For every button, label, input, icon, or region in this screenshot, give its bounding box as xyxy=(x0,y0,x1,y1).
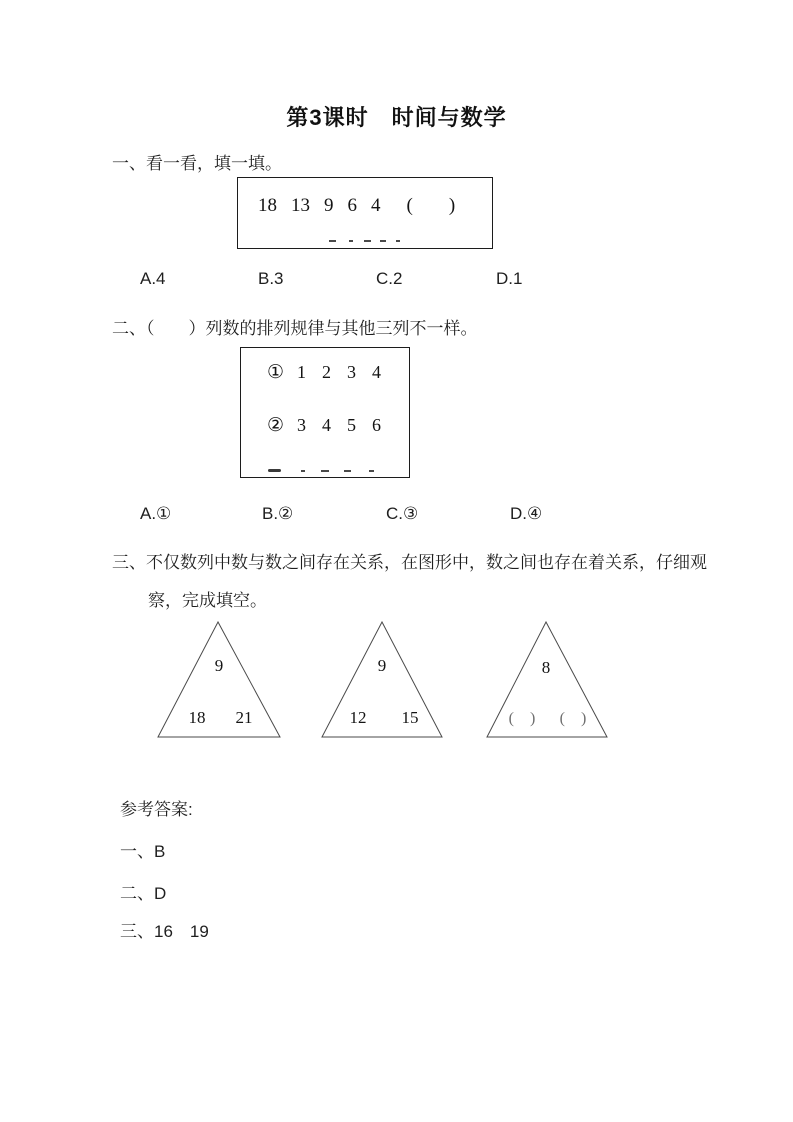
triangle-2-right: 15 xyxy=(401,708,419,727)
circled-number-2: ② xyxy=(267,415,285,436)
question3-heading-line2: 察，完成填空。 xyxy=(148,591,267,610)
blank-paren-open: ( xyxy=(406,195,413,216)
option-b: B.3 xyxy=(258,269,284,288)
blank-paren-close: ) xyxy=(448,195,456,216)
sequence-number: 4 xyxy=(371,195,381,216)
option-a: A.4 xyxy=(140,269,166,288)
sequence-number: 13 xyxy=(291,195,310,216)
triangle-2-outline xyxy=(322,622,442,737)
triangle-2-left: 12 xyxy=(349,708,367,727)
question2-box xyxy=(240,347,410,478)
triangle-1-top: 9 xyxy=(214,656,224,675)
page-title: 第3课时 时间与数学 xyxy=(286,105,507,130)
circled-number-1: ① xyxy=(267,362,285,383)
clipped-mark xyxy=(344,470,351,472)
clipped-mark xyxy=(396,240,400,242)
sequence-number: 6 xyxy=(347,195,357,216)
answer-1: 一、B xyxy=(120,842,166,861)
triangle-3-blank-right: ( ) xyxy=(559,710,587,727)
clipped-mark xyxy=(268,469,281,472)
option-b: B.② xyxy=(262,504,294,523)
clipped-mark xyxy=(321,470,329,472)
triangle-1-left: 18 xyxy=(188,708,206,727)
answer-3: 三、16 19 xyxy=(120,922,209,941)
row-value: 4 xyxy=(372,362,382,382)
triangle-1-right: 21 xyxy=(235,708,253,727)
triangle-2-top: 9 xyxy=(377,656,387,675)
question1-number-sequence xyxy=(258,195,455,217)
answers-heading: 参考答案: xyxy=(120,800,193,819)
clipped-mark xyxy=(329,240,336,242)
row-value: 3 xyxy=(297,415,307,435)
clipped-mark xyxy=(301,470,305,472)
option-d: D.1 xyxy=(496,269,523,288)
number-column-row-2 xyxy=(267,414,397,437)
number-column-row-1 xyxy=(267,361,397,384)
row-value: 5 xyxy=(347,415,357,435)
clipped-mark xyxy=(369,470,374,472)
clipped-mark xyxy=(364,240,371,242)
row-value: 1 xyxy=(297,362,307,382)
question2-heading: 二、（ ）列数的排列规律与其他三列不一样。 xyxy=(112,319,478,338)
row-value: 6 xyxy=(372,415,382,435)
option-d: D.④ xyxy=(510,504,543,523)
option-a: A.① xyxy=(140,504,172,523)
sequence-number: 18 xyxy=(258,195,277,216)
triangle-3-outline xyxy=(487,622,607,737)
row-value: 3 xyxy=(347,362,357,382)
question3-heading-line1: 三、不仅数列中数与数之间存在关系，在图形中，数之间也存在着关系，仔细观 xyxy=(112,553,707,572)
clipped-mark xyxy=(349,240,353,242)
row-value: 4 xyxy=(322,415,332,435)
option-c: C.2 xyxy=(376,269,403,288)
triangle-3-blank-left: ( ) xyxy=(508,710,536,727)
option-c: C.③ xyxy=(386,504,419,523)
row-value: 2 xyxy=(322,362,332,382)
triangles-svg xyxy=(0,615,793,747)
answer-2: 二、D xyxy=(120,884,167,903)
triangle-1-outline xyxy=(158,622,280,737)
sequence-number: 9 xyxy=(324,195,334,216)
clipped-mark xyxy=(380,240,386,242)
triangle-3-top: 8 xyxy=(541,658,551,677)
question1-heading: 一、看一看，填一填。 xyxy=(112,154,282,173)
question1-box xyxy=(237,177,493,249)
triangle-figures xyxy=(0,615,793,747)
